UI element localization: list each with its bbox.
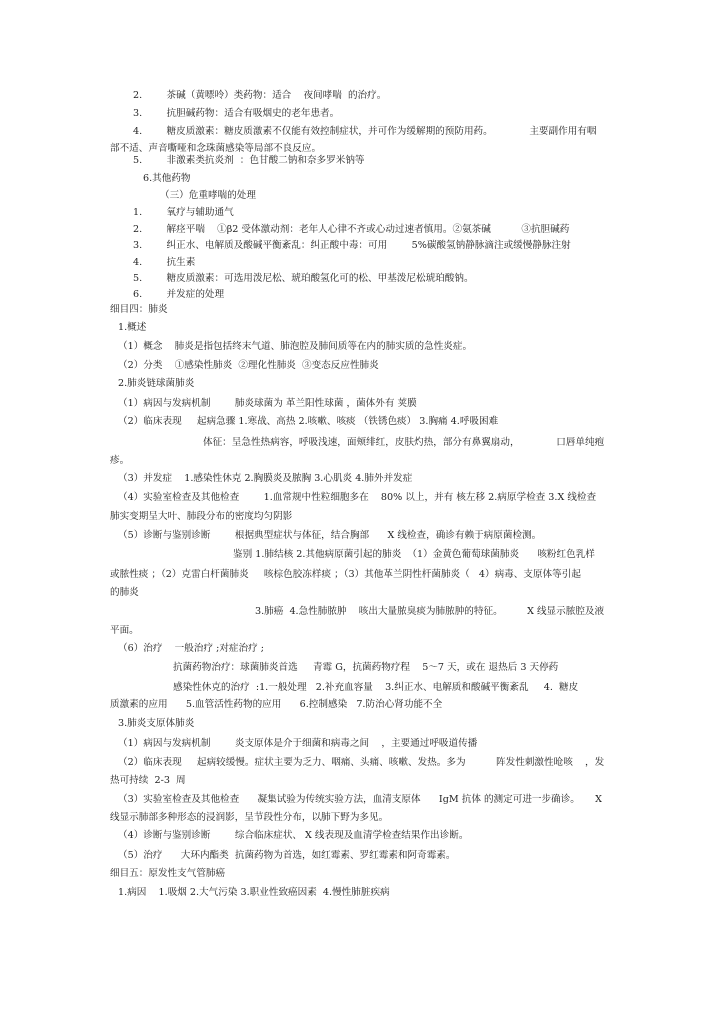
text-line: 肺实变期呈大叶、肺段分布的密度均匀阴影 (110, 511, 293, 522)
text-line: 线显示肺部多种形态的浸润影，呈节段性分布，以肺下野为多见。 (110, 812, 389, 823)
text-line: （2）临床表现 起病急骤 1.寒战、高热 2.咳嗽、咳痰 （铁锈色痰） 3.胸痛 4.呼吸困难 (118, 416, 499, 427)
text-line: （1）病因与发病机制 肺炎球菌为 革兰阳性球菌 ，菌体外有 荚膜 (118, 398, 417, 409)
text-line: （3）实验室检查及其他检查 凝集试验为传统实验方法，血清支原体 IgM 抗体 的测定可进一步确诊。 X (118, 794, 602, 805)
text-line: （3）并发症 1.感染性休克 2.胸膜炎及脓胸 3.心肌炎 4.肺外并发症 (118, 473, 413, 484)
text-line: 4. 抗生素 (133, 257, 196, 268)
section-heading: （三）危重哮喘的处理 (160, 190, 256, 201)
text-line: 3. 抗胆碱药物：适合有吸烟史的老年患者。 (133, 108, 340, 119)
text-line: （2）临床表现 起病较缓慢。症状主要为乏力、咽痛、头痛、咳嗽、发热。多为 阵发性刺激性呛咳 ，发 (118, 757, 605, 768)
text-line: 4. 糖皮质激素：糖皮质激素不仅能有效控制症状，并可作为缓解期的预防用药。 主要副作用有咽 (133, 126, 597, 137)
section-heading: 细目四：肺炎 (110, 304, 168, 315)
section-heading: 1.概述 (118, 322, 147, 333)
text-line: （2）分类 ①感染性肺炎 ②理化性肺炎 ③变态反应性肺炎 (118, 360, 379, 371)
text-line: （5）治疗 大环内酯类 抗菌药物为首选，如红霉素、罗红霉素和阿奇霉素。 (118, 850, 456, 861)
text-line: （4）诊断与鉴别诊断 综合临床症状、 X 线表现及血清学检查结果作出诊断。 (118, 830, 469, 841)
text-line: 5. 糖皮质激素：可选用泼尼松、琥珀酸氢化可的松、甲基泼尼松琥珀酸钠。 (133, 273, 474, 284)
section-heading: 3.肺炎支原体肺炎 (118, 718, 195, 729)
text-line: 2. 解痉平喘 ①β2 受体激动剂：老年人心律不齐或心动过速者慎用。②氨茶碱 ③抗胆碱药 (133, 224, 570, 235)
section-heading: 细目五：原发性支气管肺癌 (110, 868, 226, 879)
text-line: 疹。 (110, 455, 130, 466)
text-line: 1. 氧疗与辅助通气 (133, 207, 234, 218)
text-line: （6）治疗 一般治疗 ;对症治疗 ; (118, 643, 264, 654)
text-line: （1）概念 肺炎是指包括终末气道、肺泡腔及肺间质等在内的肺实质的急性炎症。 (118, 341, 473, 352)
text-line: 2. 茶碱（黄嘌呤）类药物：适合 夜间哮喘 的治疗。 (133, 90, 387, 101)
text-line: 热可持续 2-3 周 (110, 775, 186, 786)
text-line: 6. 并发症的处理 (133, 289, 225, 300)
text-line: 6.其他药物 (143, 173, 191, 184)
text-line: 3. 纠正水、电解质及酸碱平衡紊乱：纠正酸中毒：可用 5%碳酸氢钠静脉滴注或缓慢静脉注射 (133, 240, 571, 251)
text-line: 的肺炎 (110, 587, 139, 598)
text-line: 质激素的应用 5.血管活性药物的应用 6.控制感染 7.防治心肾功能不全 (110, 699, 443, 710)
text-line: 部不适、声音嘶哑和念珠菌感染等局部不良反应。 (110, 143, 322, 154)
text-line: 抗菌药物治疗：球菌肺炎首选 青霉 G，抗菌药物疗程 5～7 天，或在 退热后 3 天停药 (173, 662, 559, 673)
text-line: （4）实验室检查及其他检查 1.血常规中性粒细胞多在 80% 以上，并有 核左移 2.病原学检查 3.X 线检查 (118, 492, 597, 503)
text-line: （1）病因与发病机制 炎支原体是介于细菌和病毒之间 ，主要通过呼吸道传播 (118, 738, 478, 749)
text-line: （5）诊断与鉴别诊断 根据典型症状与体征，结合胸部 X 线检查，确诊有赖于病原菌检测。 (118, 530, 542, 541)
text-line: 平面。 (110, 625, 139, 636)
text-line: 体征：呈急性热病容，呼吸浅速，面颊绯红，皮肤灼热，部分有鼻翼扇动， 口唇单纯疱 (203, 437, 605, 448)
text-line: 1.病因 1.吸烟 2.大气污染 3.职业性致癌因素 4.慢性肺脏疾病 (118, 887, 390, 898)
text-line: 感染性休克的治疗 :1.一般处理 2.补充血容量 3.纠正水、电解质和酸碱平衡紊乱 4. 糖皮 (173, 682, 579, 693)
text-line: 或脓性痰 ；（2）克雷白杆菌肺炎 咳棕色胶冻样痰 ；（3）其他革兰阴性杆菌肺炎（ 4）病毒、支原体等引起 (110, 569, 581, 580)
text-line: 5. 非激素类抗炎剂 ：色甘酸二钠和奈多罗米钠等 (133, 155, 365, 166)
section-heading: 2.肺炎链球菌肺炎 (118, 378, 195, 389)
text-line: 鉴别 1.肺结核 2.其他病原菌引起的肺炎 （1）金黄色葡萄球菌肺炎 咳粉红色乳样 (233, 549, 595, 560)
text-line: 3.肺癌 4.急性肺脓肿 咳出大量脓臭痰为肺脓肿的特征。 X 线显示脓腔及液 (255, 606, 605, 617)
